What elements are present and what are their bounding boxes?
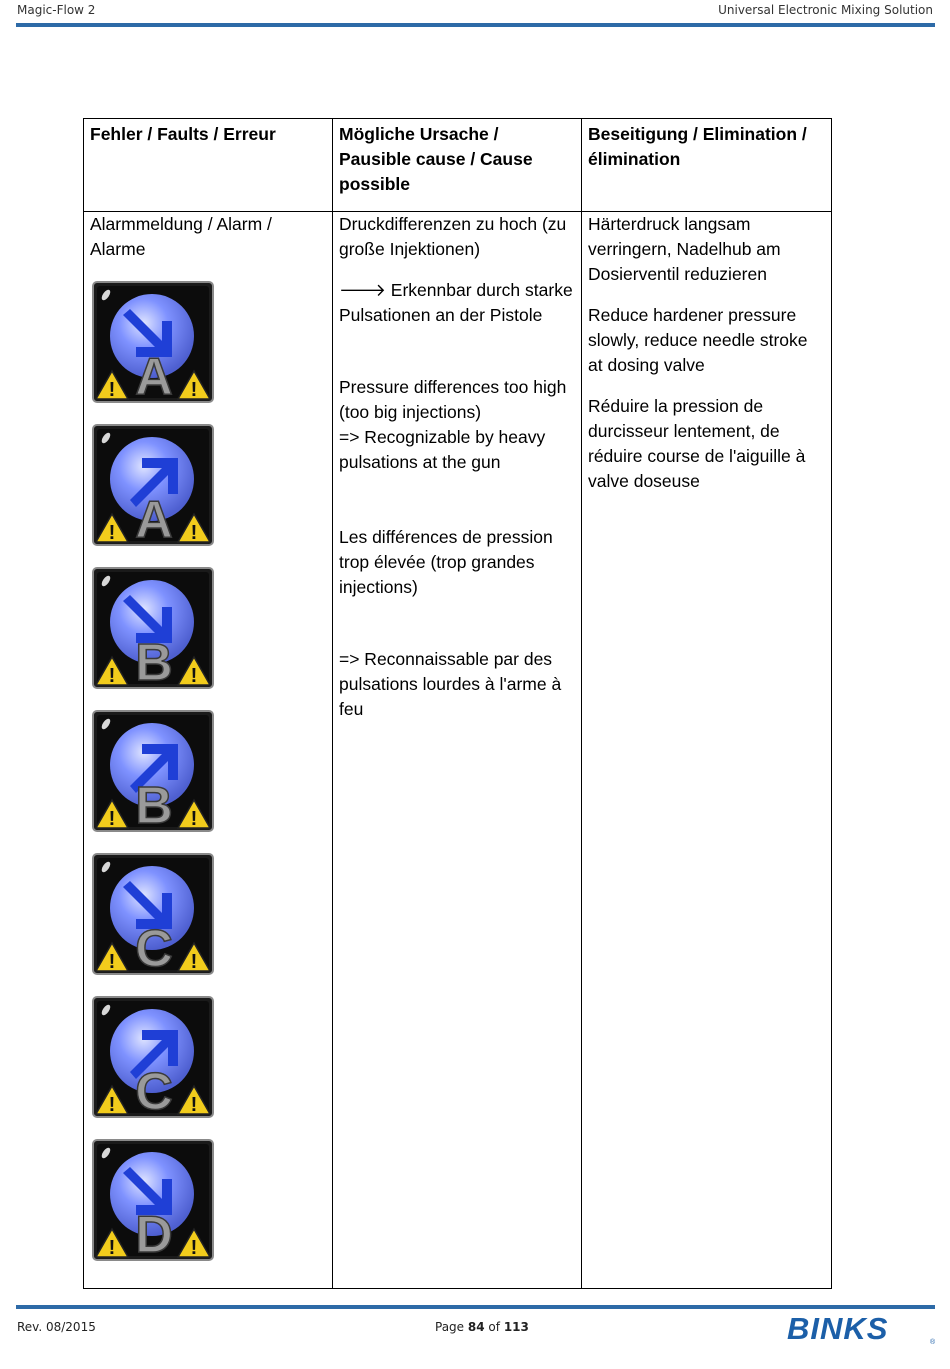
cause-fr-2: => Reconnaissable par des pulsations lourdes à l'arme à feu bbox=[339, 649, 562, 719]
alarm-c-up-icon bbox=[92, 996, 214, 1118]
cause-de-1: Druckdifferenzen zu hoch (zu große Injektionen) bbox=[339, 214, 567, 259]
header-rule bbox=[16, 23, 935, 27]
svg-text:!: ! bbox=[190, 951, 198, 973]
svg-text:!: ! bbox=[190, 1237, 198, 1259]
alarm-a-down-icon bbox=[92, 281, 214, 403]
svg-text:!: ! bbox=[108, 665, 116, 687]
svg-text:!: ! bbox=[108, 522, 116, 544]
cause-en-2: => Recognizable by heavy pulsations at the gun bbox=[339, 427, 546, 472]
alarm-icon-list bbox=[90, 281, 326, 1261]
elimination-de: Härterdruck langsam verringern, Nadelhub am Dosierventil reduzieren bbox=[588, 214, 781, 284]
binks-logo bbox=[785, 1312, 937, 1346]
svg-text:!: ! bbox=[190, 1094, 198, 1116]
fault-label: Alarmmeldung / Alarm / Alarme bbox=[90, 214, 272, 259]
icon-letter: A bbox=[135, 491, 173, 546]
alarm-c-down-icon bbox=[92, 853, 214, 975]
header-product-subtitle: Universal Electronic Mixing Solution bbox=[718, 3, 933, 17]
elimination-cell bbox=[582, 212, 832, 1289]
icon-letter: A bbox=[135, 348, 173, 403]
footer-revision: Rev. 08/2015 bbox=[17, 1320, 96, 1334]
cause-cell bbox=[333, 212, 582, 1289]
svg-text:!: ! bbox=[108, 379, 116, 401]
header-faults: Fehler / Faults / Erreur bbox=[84, 119, 333, 212]
table-row bbox=[84, 212, 832, 1289]
header-document-title: Magic-Flow 2 bbox=[17, 3, 96, 17]
icon-letter: B bbox=[135, 634, 173, 689]
cause-en-1: Pressure differences too high (too big injections) bbox=[339, 377, 567, 422]
cause-fr-1: Les différences de pression trop élevée (trop grandes injections) bbox=[339, 527, 553, 597]
svg-text:!: ! bbox=[190, 379, 198, 401]
footer-rule bbox=[16, 1305, 935, 1309]
icon-letter: D bbox=[135, 1206, 173, 1261]
cause-de-2: 🡒 Erkennbar durch starke Pulsationen an der Pistole bbox=[339, 280, 573, 325]
svg-text:®: ® bbox=[930, 1339, 936, 1346]
alarm-b-up-icon bbox=[92, 710, 214, 832]
icon-letter: C bbox=[135, 920, 173, 975]
svg-text:!: ! bbox=[108, 1237, 116, 1259]
svg-text:!: ! bbox=[190, 808, 198, 830]
alarm-b-down-icon bbox=[92, 567, 214, 689]
elimination-en: Reduce hardener pressure slowly, reduce needle stroke at dosing valve bbox=[588, 305, 808, 375]
page-of: of bbox=[488, 1320, 500, 1334]
svg-text:!: ! bbox=[108, 951, 116, 973]
alarm-a-up-icon bbox=[92, 424, 214, 546]
icon-letter: B bbox=[135, 777, 173, 832]
fault-table bbox=[83, 118, 832, 1289]
page-prefix: Page bbox=[435, 1320, 465, 1334]
svg-text:!: ! bbox=[108, 1094, 116, 1116]
page-total: 113 bbox=[503, 1320, 529, 1334]
header-elimination: Beseitigung / Elimination / élimination bbox=[582, 119, 832, 212]
binks-logo-icon bbox=[785, 1312, 937, 1346]
svg-text:!: ! bbox=[190, 665, 198, 687]
icon-letter: C bbox=[135, 1063, 173, 1118]
svg-text:!: ! bbox=[190, 522, 198, 544]
elimination-fr: Réduire la pression de durcisseur lentement, de réduire course de l'aiguille à valve doseuse bbox=[588, 396, 806, 491]
table-header-row bbox=[84, 119, 832, 212]
fault-cell bbox=[84, 212, 333, 1289]
svg-text:BINKS: BINKS bbox=[787, 1312, 889, 1346]
alarm-d-down-icon bbox=[92, 1139, 214, 1261]
header-cause: Mögliche Ursache / Pausible cause / Cause possible bbox=[333, 119, 582, 212]
page-current: 84 bbox=[467, 1320, 485, 1334]
svg-text:!: ! bbox=[108, 808, 116, 830]
footer-page-number bbox=[435, 1320, 529, 1334]
